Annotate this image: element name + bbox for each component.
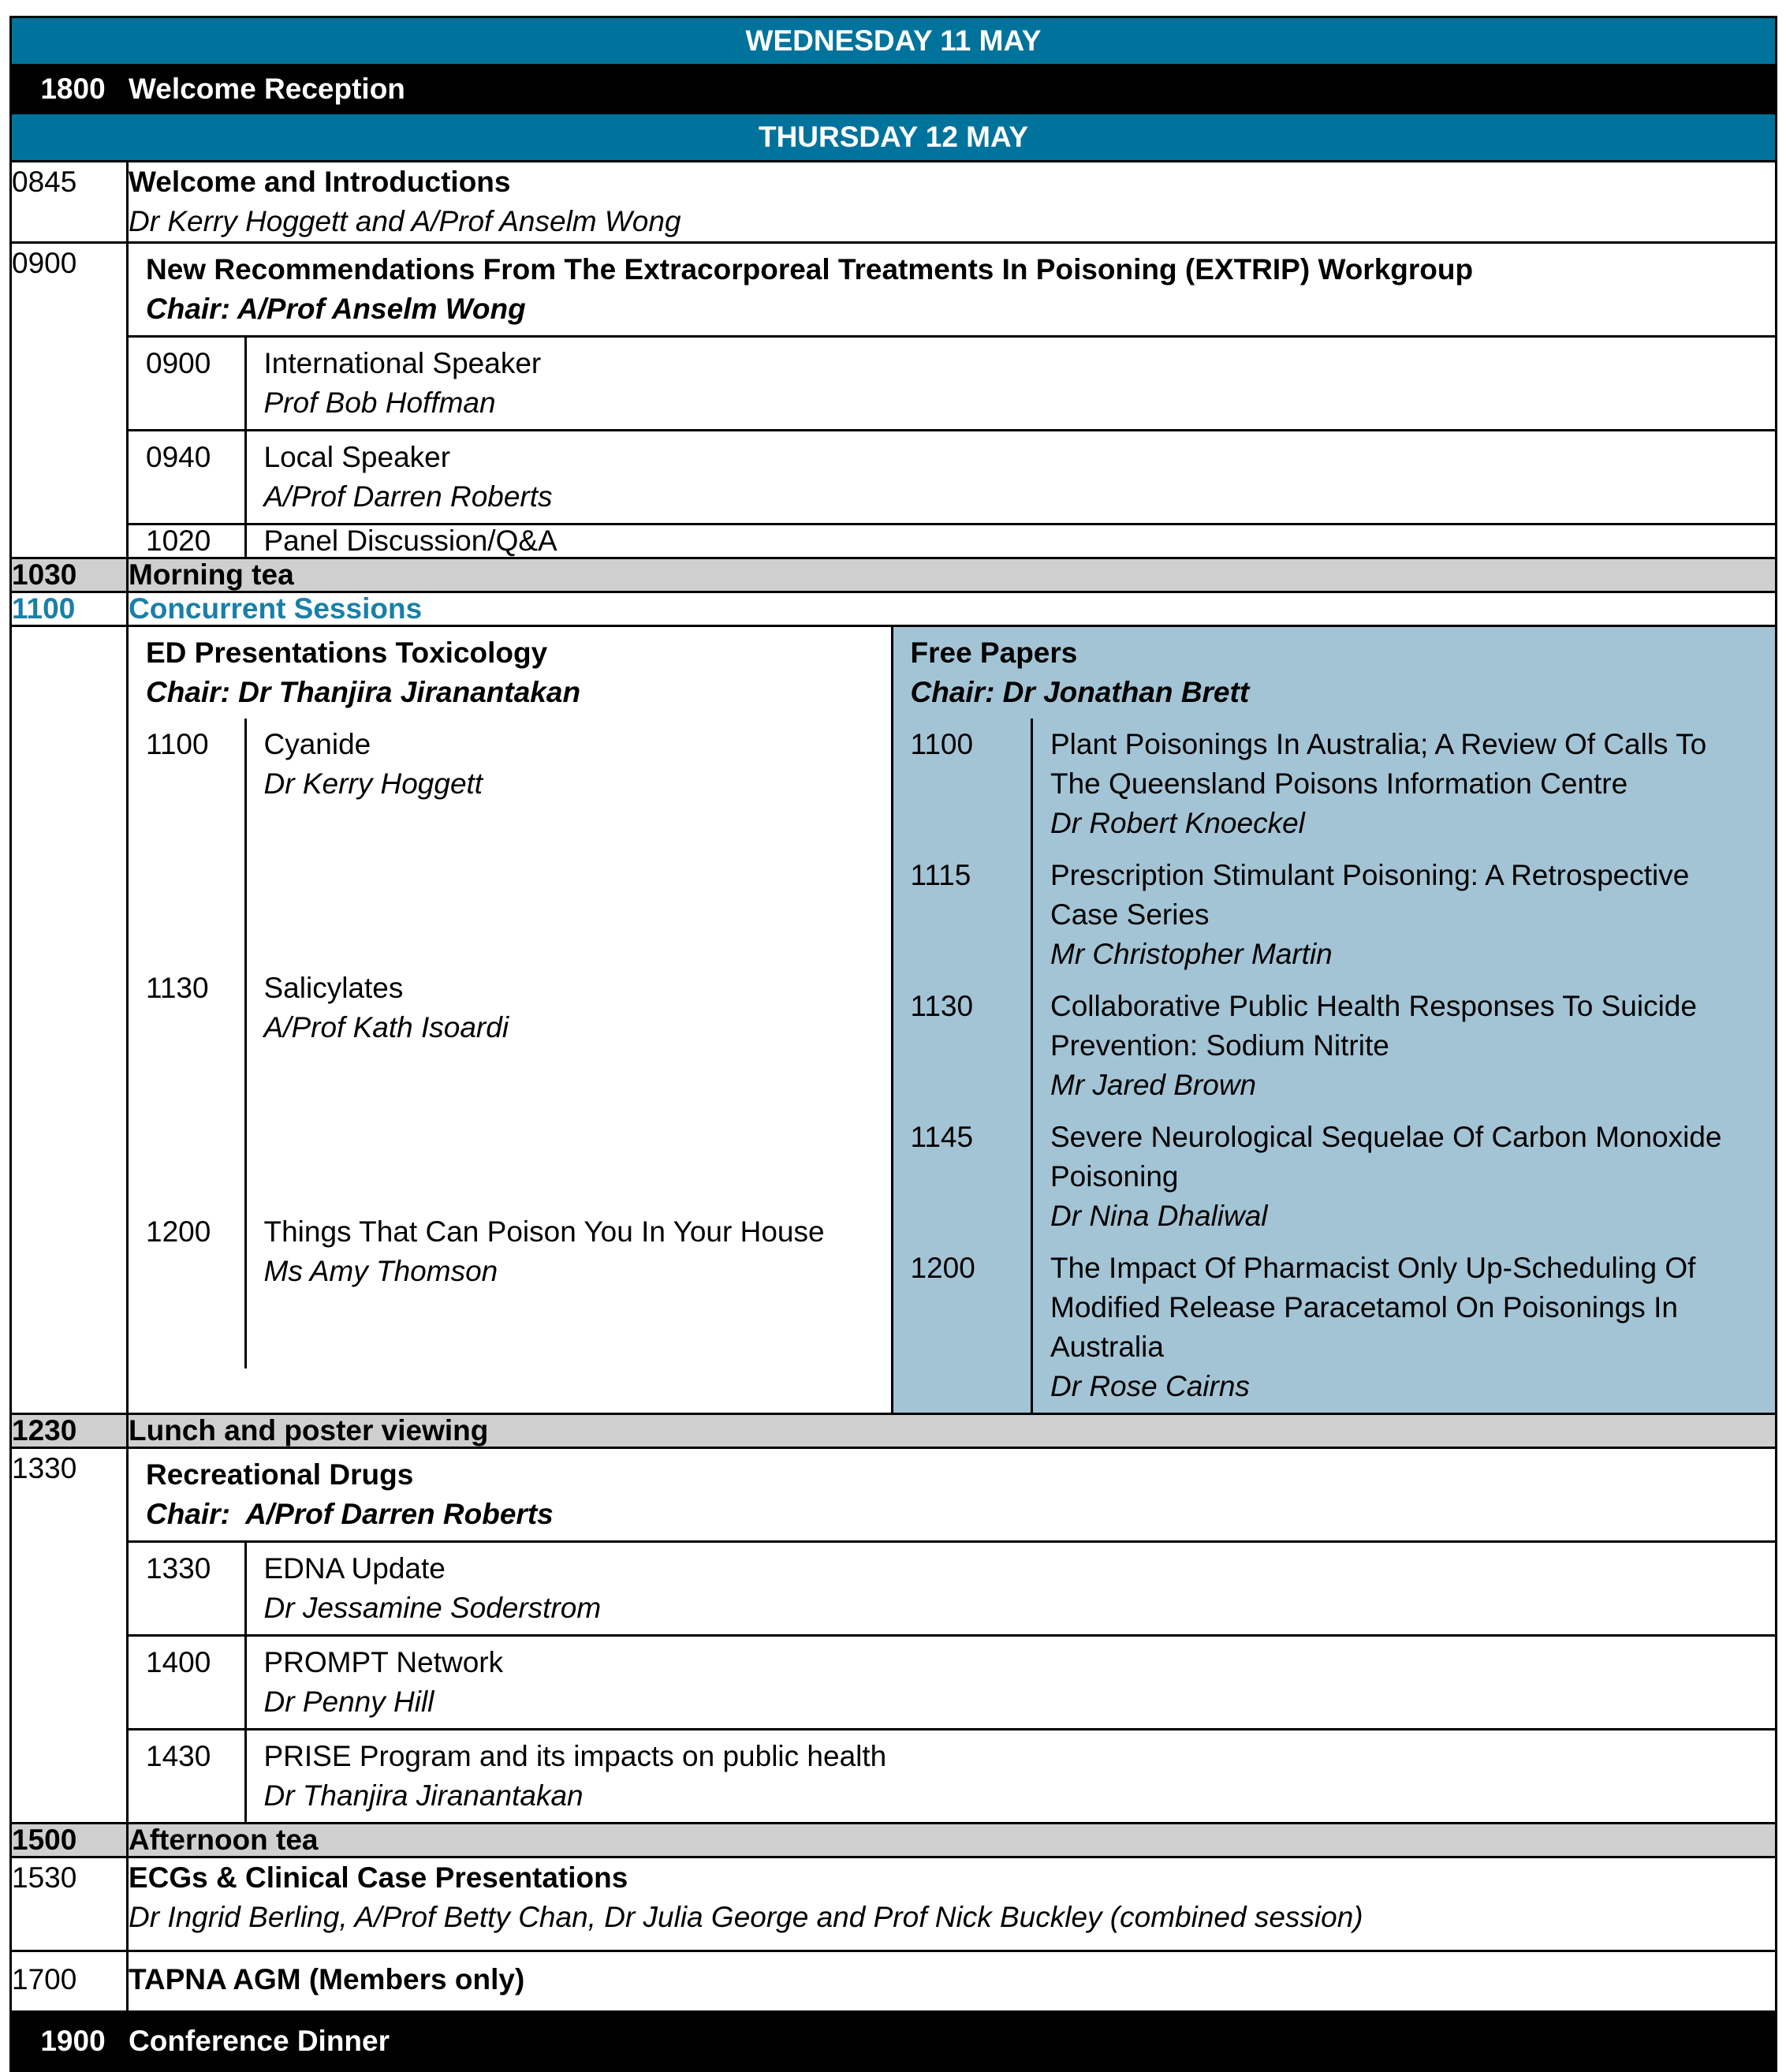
- talk-row: [129, 1636, 1775, 1730]
- morning-tea-row: [11, 558, 1777, 592]
- paper-title: The Impact Of Pharmacist Only Up-Scheduling Of Modified Release Paracetamol On Poisonings In Australia: [1050, 1252, 1696, 1363]
- talk-title: PROMPT Network: [263, 1646, 504, 1678]
- extrip-row: [11, 243, 1777, 558]
- talk-title: International Speaker: [263, 347, 542, 379]
- talk-row: [129, 962, 891, 1206]
- paper-speaker: Dr Nina Dhaliwal: [1050, 1200, 1268, 1232]
- talk-time: 1020: [129, 525, 245, 558]
- paper-speaker: Dr Rose Cairns: [1050, 1370, 1250, 1402]
- paper-time: 1200: [893, 1242, 1032, 1413]
- session-time: 1230: [11, 1414, 128, 1448]
- paper-time: 1115: [893, 849, 1032, 980]
- talk-row: [129, 1206, 891, 1368]
- session-time: 0845: [11, 162, 128, 243]
- paper-row: [893, 980, 1776, 1111]
- free-papers-track: [892, 627, 1775, 1413]
- paper-row: [893, 849, 1776, 980]
- talk-time: 1430: [129, 1730, 245, 1823]
- ed-track-table: [129, 627, 891, 1368]
- paper-speaker: Dr Robert Knoeckel: [1050, 807, 1305, 839]
- talk-row: [129, 431, 1775, 525]
- concurrent-tracks: [129, 627, 1775, 1413]
- session-time: 1330: [11, 1448, 128, 1824]
- talk-time: 1200: [129, 1206, 245, 1368]
- extrip-subtable: [129, 244, 1775, 557]
- talk-row: [129, 719, 891, 962]
- track-title: Free Papers: [910, 637, 1078, 669]
- talk-title: Panel Discussion/Q&A: [263, 525, 557, 557]
- talk-title: EDNA Update: [263, 1552, 446, 1585]
- talk-speaker: Dr Jessamine Soderstrom: [263, 1592, 602, 1624]
- talk-title: Salicylates: [263, 972, 404, 1004]
- session-title: Welcome and Introductions: [129, 166, 511, 198]
- talk-time: 1100: [129, 719, 245, 962]
- session-time: 1900: [11, 2012, 128, 2071]
- recreational-subtable: [129, 1449, 1775, 1822]
- session-title: Afternoon tea: [128, 1824, 1777, 1857]
- talk-row: [129, 1730, 1775, 1823]
- session-title: Welcome Reception: [128, 65, 1777, 114]
- free-papers-table: [893, 627, 1776, 1413]
- day-title: WEDNESDAY 11 MAY: [11, 17, 1777, 65]
- session-time: 1030: [11, 558, 128, 592]
- talk-time: 1330: [129, 1542, 245, 1636]
- paper-speaker: Mr Christopher Martin: [1050, 938, 1333, 970]
- session-chair: Chair: A/Prof Anselm Wong: [146, 293, 526, 325]
- session-time: 1530: [11, 1857, 128, 1951]
- session-title: Morning tea: [128, 558, 1777, 592]
- day-title: THURSDAY 12 MAY: [11, 114, 1777, 162]
- day-header-wednesday: [11, 17, 1777, 65]
- paper-title: Collaborative Public Health Responses To Suicide Prevention: Sodium Nitrite: [1050, 990, 1697, 1062]
- talk-row: [129, 1542, 1775, 1636]
- session-time: 1700: [11, 1951, 128, 2012]
- talk-title: Local Speaker: [263, 441, 451, 473]
- paper-title: Plant Poisonings In Australia; A Review Of Calls To The Queensland Poisons Information Centre: [1050, 728, 1707, 800]
- session-title: Concurrent Sessions: [128, 592, 1777, 626]
- afternoon-tea-row: [11, 1824, 1777, 1857]
- talk-speaker: Prof Bob Hoffman: [263, 386, 496, 419]
- welcome-reception-row: [11, 65, 1777, 114]
- session-title: New Recommendations From The Extracorporeal Treatments In Poisoning (EXTRIP) Workgroup: [146, 253, 1474, 286]
- talk-speaker: Dr Thanjira Jiranantakan: [263, 1779, 584, 1812]
- track-chair: Chair: Dr Thanjira Jiranantakan: [146, 676, 581, 708]
- session-title: TAPNA AGM (Members only): [128, 1951, 1777, 2012]
- talk-time: 1400: [129, 1636, 245, 1730]
- talk-speaker: A/Prof Kath Isoardi: [263, 1011, 509, 1043]
- track-title: ED Presentations Toxicology: [146, 637, 548, 669]
- paper-time: 1145: [893, 1111, 1032, 1242]
- talk-title: Cyanide: [263, 728, 371, 760]
- talk-title: PRISE Program and its impacts on public health: [263, 1740, 887, 1772]
- agm-row: [11, 1951, 1777, 2012]
- session-time: 1800: [11, 65, 128, 114]
- paper-time: 1130: [893, 980, 1032, 1111]
- session-title: Lunch and poster viewing: [128, 1414, 1777, 1448]
- talk-speaker: Ms Amy Thomson: [263, 1255, 498, 1287]
- program-table: [9, 16, 1777, 2072]
- program-page: [9, 16, 1777, 2072]
- talk-time: 1130: [129, 962, 245, 1206]
- session-title: Recreational Drugs: [146, 1458, 414, 1491]
- session-speaker: Dr Ingrid Berling, A/Prof Betty Chan, Dr Julia George and Prof Nick Buckley (combined session): [129, 1901, 1363, 1933]
- concurrent-sessions-row: [11, 592, 1777, 626]
- lunch-row: [11, 1414, 1777, 1448]
- talk-time: 0940: [129, 431, 245, 525]
- recreational-drugs-row: [11, 1448, 1777, 1824]
- ecg-row: [11, 1857, 1777, 1951]
- track-chair: Chair: Dr Jonathan Brett: [910, 676, 1250, 708]
- talk-time: 0900: [129, 337, 245, 431]
- ed-track: [129, 627, 892, 1413]
- day-header-thursday: [11, 114, 1777, 162]
- paper-row: [893, 1242, 1776, 1413]
- session-title: Conference Dinner: [128, 2012, 1777, 2071]
- session-speaker: Dr Kerry Hoggett and A/Prof Anselm Wong: [129, 205, 681, 237]
- session-time: 0900: [11, 243, 128, 558]
- concurrent-tracks-row: [11, 626, 1777, 1414]
- talk-title: Things That Can Poison You In Your House: [263, 1215, 825, 1248]
- session-time: 1100: [11, 592, 128, 626]
- paper-speaker: Mr Jared Brown: [1050, 1069, 1257, 1101]
- talk-speaker: Dr Kerry Hoggett: [263, 767, 483, 800]
- conference-dinner-row: [11, 2012, 1777, 2071]
- talk-speaker: A/Prof Darren Roberts: [263, 480, 553, 513]
- talk-row: [129, 525, 1775, 558]
- intro-row: [11, 162, 1777, 243]
- paper-title: Prescription Stimulant Poisoning: A Retrospective Case Series: [1050, 859, 1690, 931]
- talk-row: [129, 337, 1775, 431]
- talk-speaker: Dr Penny Hill: [263, 1686, 434, 1718]
- session-title: ECGs & Clinical Case Presentations: [129, 1861, 628, 1894]
- paper-title: Severe Neurological Sequelae Of Carbon Monoxide Poisoning: [1050, 1121, 1722, 1193]
- session-time: 1500: [11, 1824, 128, 1857]
- paper-row: [893, 719, 1776, 849]
- paper-time: 1100: [893, 719, 1032, 849]
- paper-row: [893, 1111, 1776, 1242]
- session-chair: Chair: A/Prof Darren Roberts: [146, 1498, 554, 1530]
